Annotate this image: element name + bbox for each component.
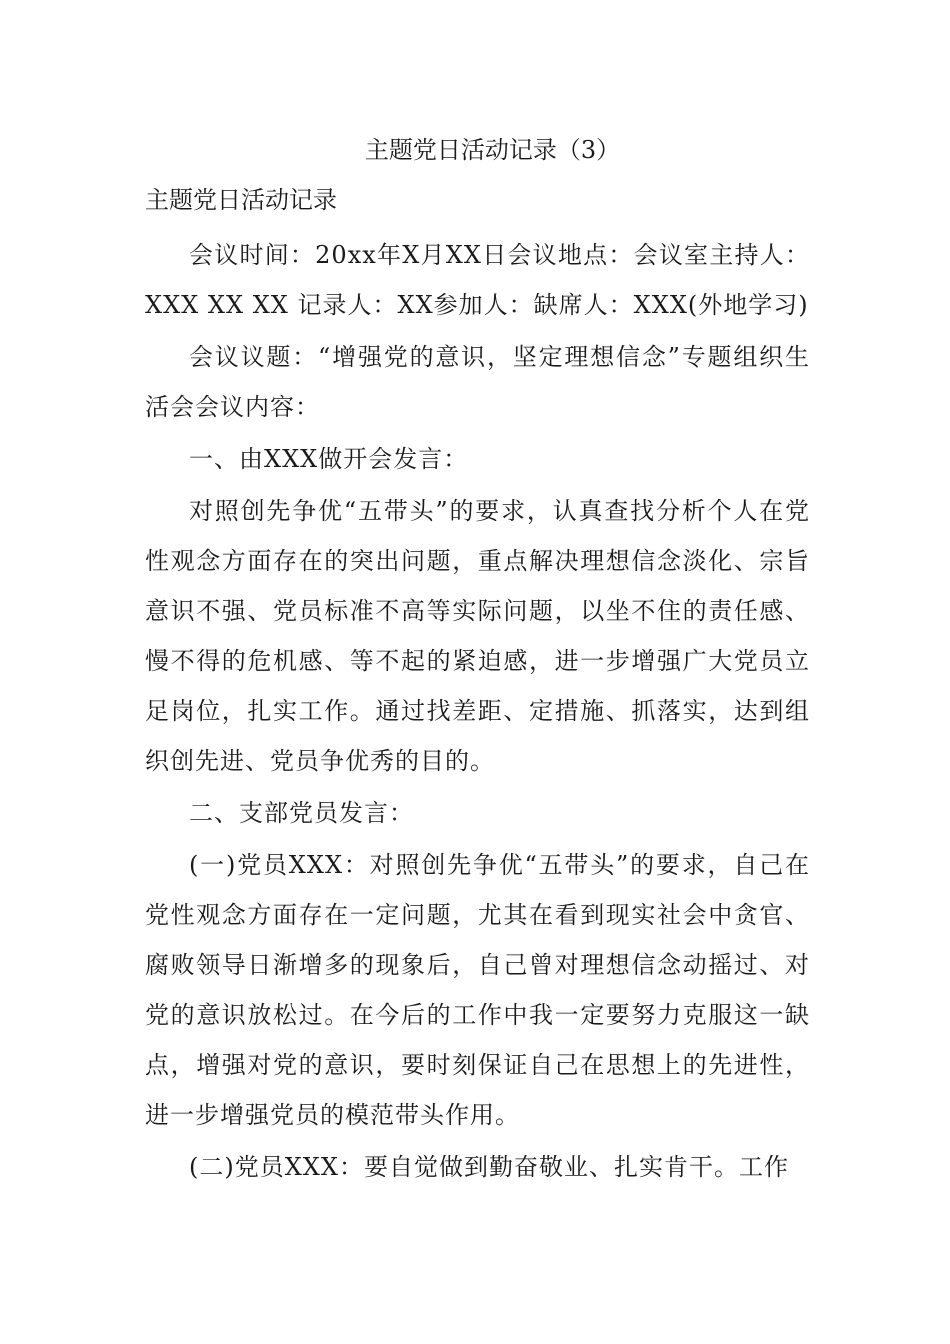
paragraph-section-1-heading: 一、由XXX做开会发言： xyxy=(189,445,469,473)
paragraph-meeting-info: 会议时间：20xx年X月XX日会议地点：会议室主持人：XXX XX XX 记录人：XX参加人：缺席人：XXX(外地学习) xyxy=(145,241,810,319)
paragraph-member-speech-2: (二)党员XXX：要自觉做到勤奋敬业、扎实肯干。工作 xyxy=(189,1153,789,1181)
paragraph-opening-speech: 对照创先争优“五带头”的要求，认真查找分析个人在党性观念方面存在的突出问题，重点解决理想信念淡化、宗旨意识不强、党员标准不高等实际问题，以坐不住的责任感、慢不得的危机感、等不起的紧迫感，进一步增强广大党员立足岗位，扎实工作。通过找差距、定措施、抓落实，达到组织创先进、党员争优秀的目的。 xyxy=(145,497,810,775)
paragraph-member-speech-1: (一)党员XXX：对照创先争优“五带头”的要求，自己在党性观念方面存在一定问题，尤其在看到现实社会中贪官、腐败领导日渐增多的现象后，自己曾对理想信念动摇过、对党的意识放松过。在今后的工作中我一定要努力克服这一缺点，增强对党的意识，要时刻保证自己在思想上的先进性，进一步增强党员的模范带头作用。 xyxy=(145,851,810,1129)
document-title: 主题党日活动记录（3） xyxy=(364,136,621,164)
paragraph-meeting-topic: 会议议题：“增强党的意识，坚定理想信念”专题组织生活会会议内容： xyxy=(145,343,810,421)
document-page xyxy=(145,128,810,1194)
document-subtitle: 主题党日活动记录 xyxy=(145,186,337,214)
paragraph-section-2-heading: 二、支部党员发言： xyxy=(189,799,414,827)
